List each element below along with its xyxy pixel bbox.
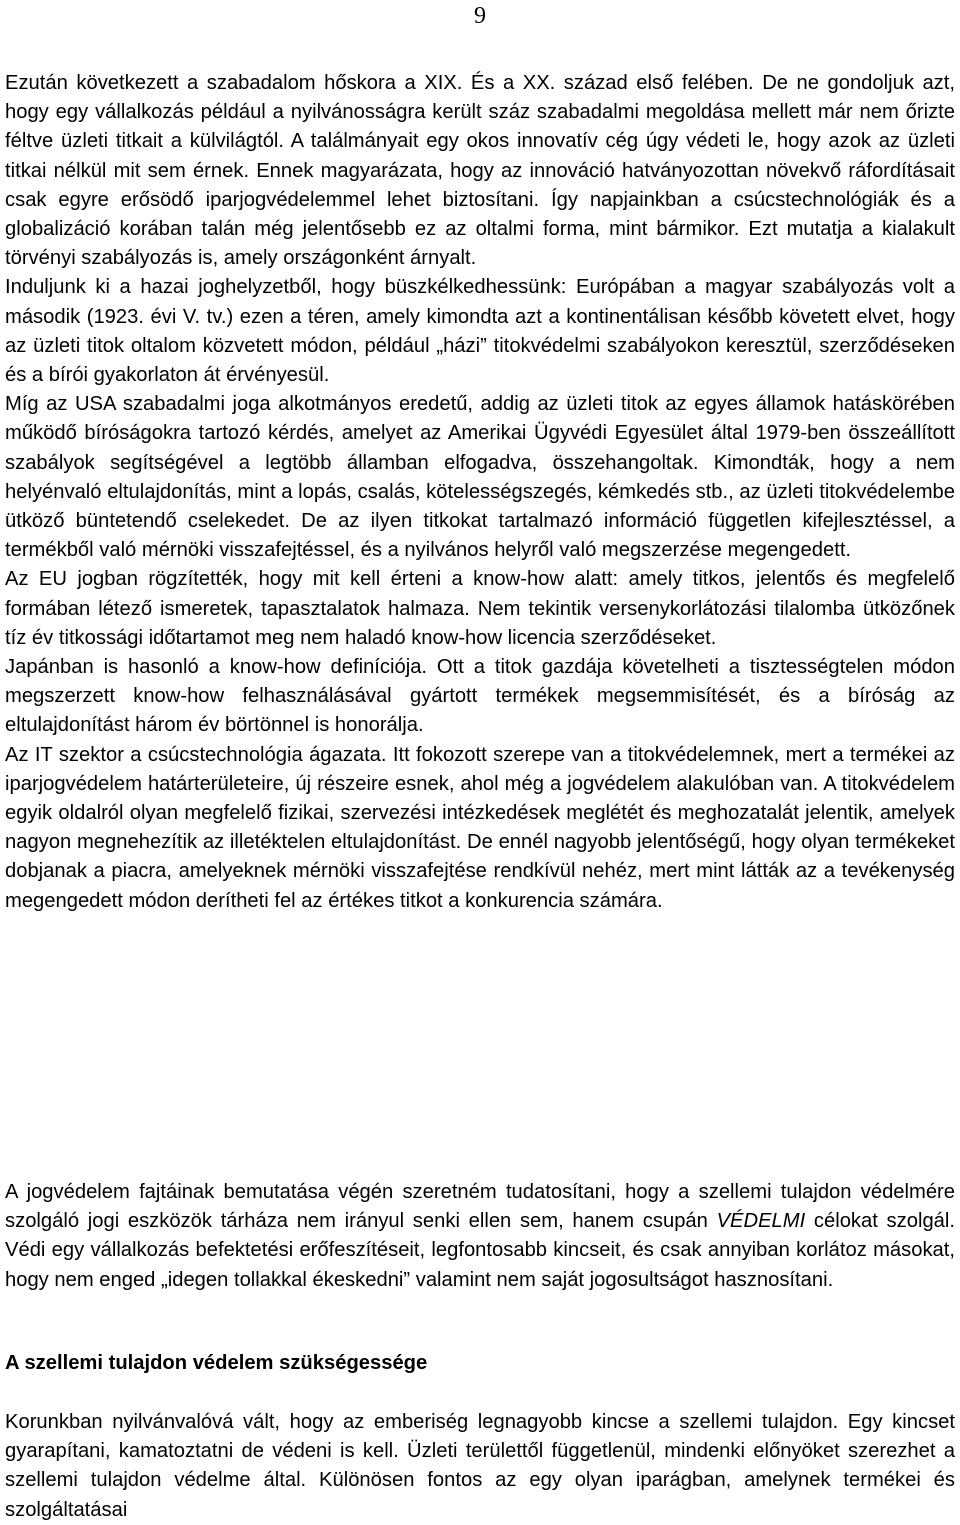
paragraph-hungarian-law: Induljunk ki a hazai joghelyzetből, hogy büszkélkedhessünk: Európában a magyar szabályozás volt a második (1923. évi V. tv.) ezen a téren, amely kimondta azt a kontinentálisan később követett elvet, hogy az üzleti titok oltalom közvetett módon, például „házi” titokvédelmi szabályokon keresztül, szerződéseken és a bírói gyakorlaton át érvényesül. xyxy=(5,276,955,387)
paragraph-it-sector: Az IT szektor a csúcstechnológia ágazata. Itt fokozott szerepe van a titokvédelemnek, mert a termékei az iparjogvédelem határterületeire, új részeire esnek, ahol még a jogvédelem alakulóban van. A titokvédelem egyik oldalról olyan megfelelő fizikai, szervezési intézkedések meglétét és meghozatalát jelentik, amelyek nagyon megnehezítik az illetéktelen eltulajdonítást. De ennél nagyobb jelentőségű, hogy olyan termékeket dobjanak a piacra, amelyeknek mérnöki visszafejtése rendkívül nehéz, mert mint látták az a tevékenység megengedett módon derítheti fel az értékes titkot a konkurencia számára. xyxy=(5,743,955,912)
paragraph-protection-summary xyxy=(5,1178,955,1295)
section-protection-summary xyxy=(5,1178,955,1295)
paragraph-japan-law: Japánban is hasonló a know-how definíciója. Ott a titok gazdája követelheti a tisztességtelen módon megszerzett know-how felhasználásával gyártott termékek megsemmisítését, és a bíróság az eltulajdonítást három év börtönnel is honorálja. xyxy=(5,656,955,737)
paragraph-patent-era: Ezután következett a szabadalom hőskora a XIX. És a XX. század első felében. De ne gondoljuk azt, hogy egy vállalkozás például a nyilvánosságra került száz szabadalmi megoldása mellett már nem őrizte féltve üzleti titkait a külvilágtól. A találmányait egy okos innovatív cég úgy védeti le, hogy azok az üzleti titkai nélkül mit sem érnek. Ennek magyarázata, hogy az innováció hatványozottan növekvő ráfordításait csak egyre erősödő iparjogvédelemmel lehet biztosítani. Így napjainkban a csúcstechnológiák és a globalizáció korában talán még jelentősebb ez az oltalmi forma, mint bármikor. Ezt mutatja a kialakult törvényi szabályozás is, amely országonként árnyalt. xyxy=(5,72,955,270)
paragraph-usa-law: Míg az USA szabadalmi joga alkotmányos eredetű, addig az üzleti titok az egyes államok hatáskörében működő bíróságokra tartozó kérdés, amelyet az Amerikai Ügyvédi Egyesület által 1979-ben összeállított szabályok segítségével a legtöbb államban elfogadva, összehangoltak. Kimondták, hogy a nem helyénvaló eltulajdonítás, mint a lopás, csalás, kötelességszegés, kémkedés stb., az üzleti titokvédelembe ütköző büntetendő cselekedet. De az ilyen titkokat tartalmazó információ független kifejlesztéssel, a termékből való mérnöki visszafejtéssel, és a nyilvános helyről való megszerzése megengedett. xyxy=(5,393,955,562)
page-number: 9 xyxy=(474,3,486,29)
section-trade-secret-history xyxy=(5,69,955,916)
paragraph-ip-necessity: Korunkban nyilvánvalóvá vált, hogy az emberiség legnagyobb kincse a szellemi tulajdon. Egy kincset gyarapítani, kamatoztatni de védeni is kell. Üzleti területtől függetlenül, mindenki előnyöket szerezhet a szellemi tulajdon védelme által. Különösen fontos az egy olyan iparágban, amelynek termékei és szolgáltatásai xyxy=(5,1411,955,1521)
emphasis-vedelmi: VÉDELMI xyxy=(716,1210,806,1233)
summary-text-end: célokat szolgál. Védi egy vállalkozás befektetési erőfeszítéseit, legfontosabb kincseit, és csak annyiban korlátoz másokat, hogy nem enged „idegen tollakkal ékeskedni” valamint nem saját jogosultságot hasznosítani. xyxy=(5,1210,955,1291)
paragraph-eu-law: Az EU jogban rögzítették, hogy mit kell érteni a know-how alatt: amely titkos, jelentős és megfelelő formában létező ismeretek, tapasztalatok halmaza. Nem tekintik versenykorlátozási tilalomba ütközőnek tíz év titkossági időtartamot meg nem haladó know-how licencia szerződéseket. xyxy=(5,568,955,649)
summary-text-start: A jogvédelem fajtáinak bemutatása végén szeretném tudatosítani, hogy a szellemi tulajdon védelmére szolgáló jogi eszközök tárháza nem irányul senki ellen sem, hanem csupán xyxy=(5,1181,955,1233)
section-ip-necessity xyxy=(5,1408,955,1525)
section-heading: A szellemi tulajdon védelem szükségessége xyxy=(5,1352,428,1374)
